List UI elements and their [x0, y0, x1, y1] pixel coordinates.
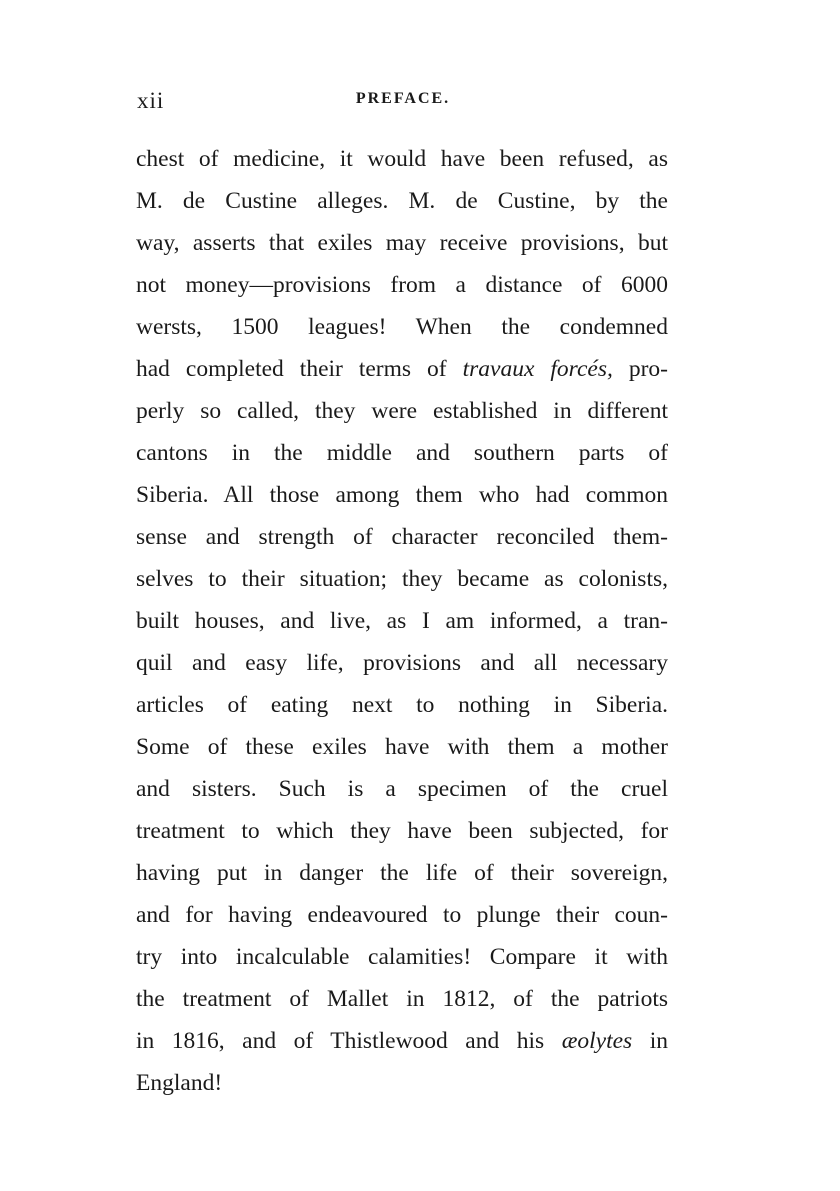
text-line	[136, 684, 668, 726]
text-segment: had completed their terms of	[136, 356, 463, 382]
italic-phrase: æolytes	[561, 1028, 633, 1054]
text-segment: having put in danger the life of their sovereign,	[136, 860, 668, 886]
text-line	[136, 852, 668, 894]
text-line	[136, 348, 668, 390]
text-segment: England!	[136, 1070, 223, 1096]
text-segment: built houses, and live, as I am informed, a tran-	[136, 608, 668, 634]
text-segment: Some of these exiles have with them a mother	[136, 734, 668, 760]
text-segment: and for having endeavoured to plunge their coun-	[136, 902, 668, 928]
text-segment: in 1816, and of Thistlewood and his	[136, 1028, 562, 1054]
body-text	[136, 138, 668, 1104]
text-line	[136, 138, 668, 180]
text-segment: selves to their situation; they became as colonists,	[136, 566, 668, 592]
running-title: PREFACE.	[355, 90, 451, 107]
italic-phrase: travaux forcés,	[462, 356, 613, 382]
text-segment: quil and easy life, provisions and all necessary	[136, 650, 668, 676]
text-segment: articles of eating next to nothing in Siberia.	[136, 692, 668, 718]
text-segment: chest of medicine, it would have been refused, as	[136, 146, 668, 172]
text-line	[136, 180, 668, 222]
text-line	[136, 936, 668, 978]
text-line	[136, 516, 668, 558]
text-segment: perly so called, they were established in different	[136, 398, 668, 424]
text-line	[136, 264, 668, 306]
text-line	[136, 222, 668, 264]
text-segment: the treatment of Mallet in 1812, of the patriots	[136, 986, 668, 1012]
text-line	[136, 474, 668, 516]
text-line	[136, 726, 668, 768]
text-line	[136, 642, 668, 684]
text-segment: and sisters. Such is a specimen of the cruel	[136, 776, 668, 802]
text-segment: sense and strength of character reconciled them-	[136, 524, 668, 550]
text-line	[136, 978, 668, 1020]
page-header	[137, 88, 669, 118]
text-segment: treatment to which they have been subjected, for	[136, 818, 668, 844]
text-line	[136, 432, 668, 474]
text-line	[136, 810, 668, 852]
text-line	[136, 600, 668, 642]
text-line	[136, 894, 668, 936]
text-line	[136, 558, 668, 600]
page-number: xii	[137, 88, 165, 113]
text-segment: Siberia. All those among them who had common	[136, 482, 668, 508]
text-segment: cantons in the middle and southern parts of	[136, 440, 668, 466]
text-line	[136, 768, 668, 810]
text-segment: pro-	[612, 356, 668, 382]
text-line	[136, 1062, 668, 1104]
text-segment: wersts, 1500 leagues! When the condemned	[136, 314, 668, 340]
text-segment: M. de Custine alleges. M. de Custine, by the	[136, 188, 668, 214]
text-line	[136, 306, 668, 348]
text-segment: in	[632, 1028, 668, 1054]
text-segment: not money—provisions from a distance of 6000	[136, 272, 668, 298]
text-line	[136, 1020, 668, 1062]
text-segment: way, asserts that exiles may receive provisions, but	[136, 230, 668, 256]
text-segment: try into incalculable calamities! Compare it with	[136, 944, 668, 970]
text-line	[136, 390, 668, 432]
